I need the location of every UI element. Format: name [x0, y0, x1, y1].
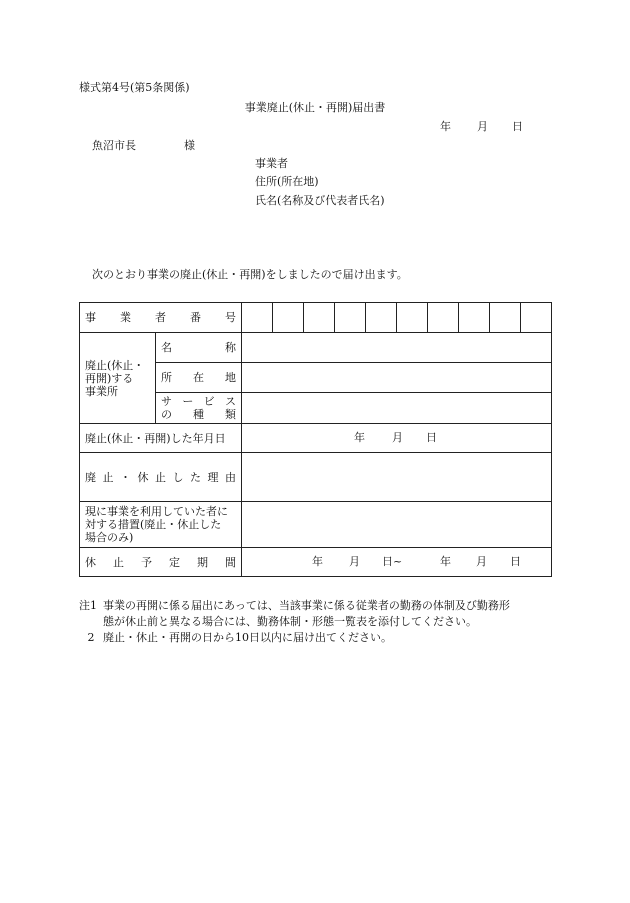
- business-number-digit[interactable]: [459, 303, 490, 333]
- period-char: 間: [225, 555, 236, 569]
- form-number: 様式第4号(第5条関係): [79, 81, 190, 94]
- office-group-label-cell: [80, 333, 156, 424]
- service-type-char: ビ: [203, 395, 215, 408]
- period-char: 止: [113, 555, 124, 569]
- service-type-char: サ: [161, 395, 172, 408]
- reason-char: 休: [137, 470, 149, 484]
- period-year-start: 年: [312, 555, 323, 568]
- period-char: 定: [169, 555, 180, 569]
- service-type-char: ス: [224, 395, 236, 408]
- intro-text: 次のとおり事業の廃止(休止・再開)をしましたので届け出ます。: [92, 268, 408, 281]
- business-number-digit[interactable]: [521, 303, 552, 333]
- period-month-start: 月: [349, 555, 360, 568]
- period-field[interactable]: [242, 548, 552, 577]
- office-name-char: 称: [225, 341, 236, 354]
- header-date-year: 年: [440, 120, 451, 133]
- office-group-label-line: 事業所: [85, 384, 118, 398]
- date-field[interactable]: [242, 424, 552, 453]
- service-type-char: 種: [193, 408, 204, 421]
- header-date-day: 日: [512, 120, 523, 133]
- header-date-month: 月: [477, 120, 488, 133]
- reason-char: し: [172, 470, 184, 484]
- period-char: 休: [85, 555, 96, 569]
- note-1-line-2: 態が休止前と異なる場合には、勤務体制・形態一覧表を添付してください。: [103, 615, 477, 628]
- business-number-digit[interactable]: [366, 303, 397, 333]
- honorific: 様: [184, 139, 195, 152]
- office-location-label-cell: [156, 363, 242, 393]
- service-type-label-line1: [161, 395, 236, 408]
- business-number-digit[interactable]: [242, 303, 273, 333]
- reason-char: 由: [225, 470, 236, 484]
- period-row: [80, 548, 552, 577]
- note-2-mark: 2: [87, 631, 95, 644]
- applicant-name-label: 氏名(名称及び代表者氏名): [255, 194, 385, 207]
- note-1-mark: 注1: [79, 599, 97, 612]
- measures-label-cell: [80, 502, 242, 548]
- measures-label-line: 対する措置(廃止・休止した: [85, 518, 222, 531]
- addressee: 魚沼市長: [92, 139, 136, 152]
- office-name-label: [161, 341, 236, 354]
- reason-char: 止: [102, 470, 114, 484]
- business-number-digit[interactable]: [335, 303, 366, 333]
- business-number-row: [80, 303, 552, 333]
- date-month: 月: [392, 431, 403, 444]
- period-char: 期: [197, 555, 208, 569]
- reason-field[interactable]: [242, 453, 552, 502]
- applicant-role: 事業者: [255, 157, 288, 170]
- service-type-char: 類: [225, 408, 236, 421]
- office-name-label-cell: [156, 333, 242, 363]
- service-type-label-line2: [161, 408, 236, 421]
- business-number-char: 号: [225, 311, 236, 324]
- reason-label: [85, 471, 236, 484]
- business-number-label: [85, 311, 236, 324]
- business-number-char: 番: [190, 311, 201, 324]
- period-label: [85, 556, 236, 569]
- date-day: 日: [426, 431, 437, 444]
- office-location-char: 所: [161, 371, 172, 384]
- service-type-char: ー: [182, 395, 194, 408]
- office-name-char: 名: [161, 341, 172, 354]
- business-number-char: 者: [155, 311, 166, 324]
- notes-section: [79, 598, 554, 646]
- business-number-char: 業: [120, 311, 131, 324]
- business-number-digit[interactable]: [273, 303, 304, 333]
- service-type-field[interactable]: [242, 393, 552, 424]
- measures-label-line: 現に事業を利用していた者に: [85, 505, 228, 518]
- reason-row: [80, 453, 552, 502]
- measures-row: [80, 502, 552, 548]
- business-number-char: 事: [85, 311, 96, 324]
- applicant-address-label: 住所(所在地): [255, 175, 319, 188]
- date-label: 廃止(休止・再開)した年月日: [80, 424, 242, 453]
- measures-label-line: 場合のみ): [85, 531, 134, 544]
- service-type-label-cell: [156, 393, 242, 424]
- business-number-digit[interactable]: [490, 303, 521, 333]
- note-1: [79, 598, 554, 614]
- note-1-continued: [79, 614, 554, 630]
- date-year: 年: [354, 431, 365, 444]
- note-1-line-1: 事業の再開に係る届出にあっては、当該事業に係る従業者の勤務の体制及び勤務形: [103, 599, 510, 612]
- office-location-char: 地: [225, 371, 236, 384]
- office-name-row: [80, 333, 552, 363]
- business-number-label-cell: [80, 303, 242, 333]
- period-day-start: 日~: [382, 555, 403, 568]
- business-number-digit[interactable]: [304, 303, 335, 333]
- period-year-end: 年: [440, 555, 451, 568]
- business-number-digit[interactable]: [428, 303, 459, 333]
- reason-char: た: [190, 470, 201, 484]
- period-char: 予: [141, 555, 152, 569]
- form-title: 事業廃止(休止・再開)届出書: [244, 101, 386, 114]
- office-location-char: 在: [193, 371, 204, 384]
- office-location-field[interactable]: [242, 363, 552, 393]
- date-row: [80, 424, 552, 453]
- reason-char: 廃: [85, 470, 96, 484]
- office-location-label: [161, 371, 236, 384]
- measures-field[interactable]: [242, 502, 552, 548]
- service-type-char: の: [161, 408, 172, 421]
- note-2-text: 廃止・休止・再開の日から10日以内に届け出てください。: [103, 631, 392, 644]
- office-group-label-line: 再開)する: [85, 371, 134, 385]
- note-indent: [79, 614, 103, 630]
- reason-char: 理: [207, 470, 219, 484]
- reason-label-cell: [80, 453, 242, 502]
- reason-char: 止: [155, 470, 166, 484]
- period-label-cell: [80, 548, 242, 577]
- notification-table: [79, 302, 552, 577]
- office-name-field[interactable]: [242, 333, 552, 363]
- business-number-digit[interactable]: [397, 303, 428, 333]
- office-group-label-line: 廃止(休止・: [85, 358, 145, 372]
- note-2: [79, 630, 554, 646]
- period-day-end: 日: [510, 555, 521, 568]
- reason-char: ・: [120, 470, 131, 484]
- period-month-end: 月: [476, 555, 487, 568]
